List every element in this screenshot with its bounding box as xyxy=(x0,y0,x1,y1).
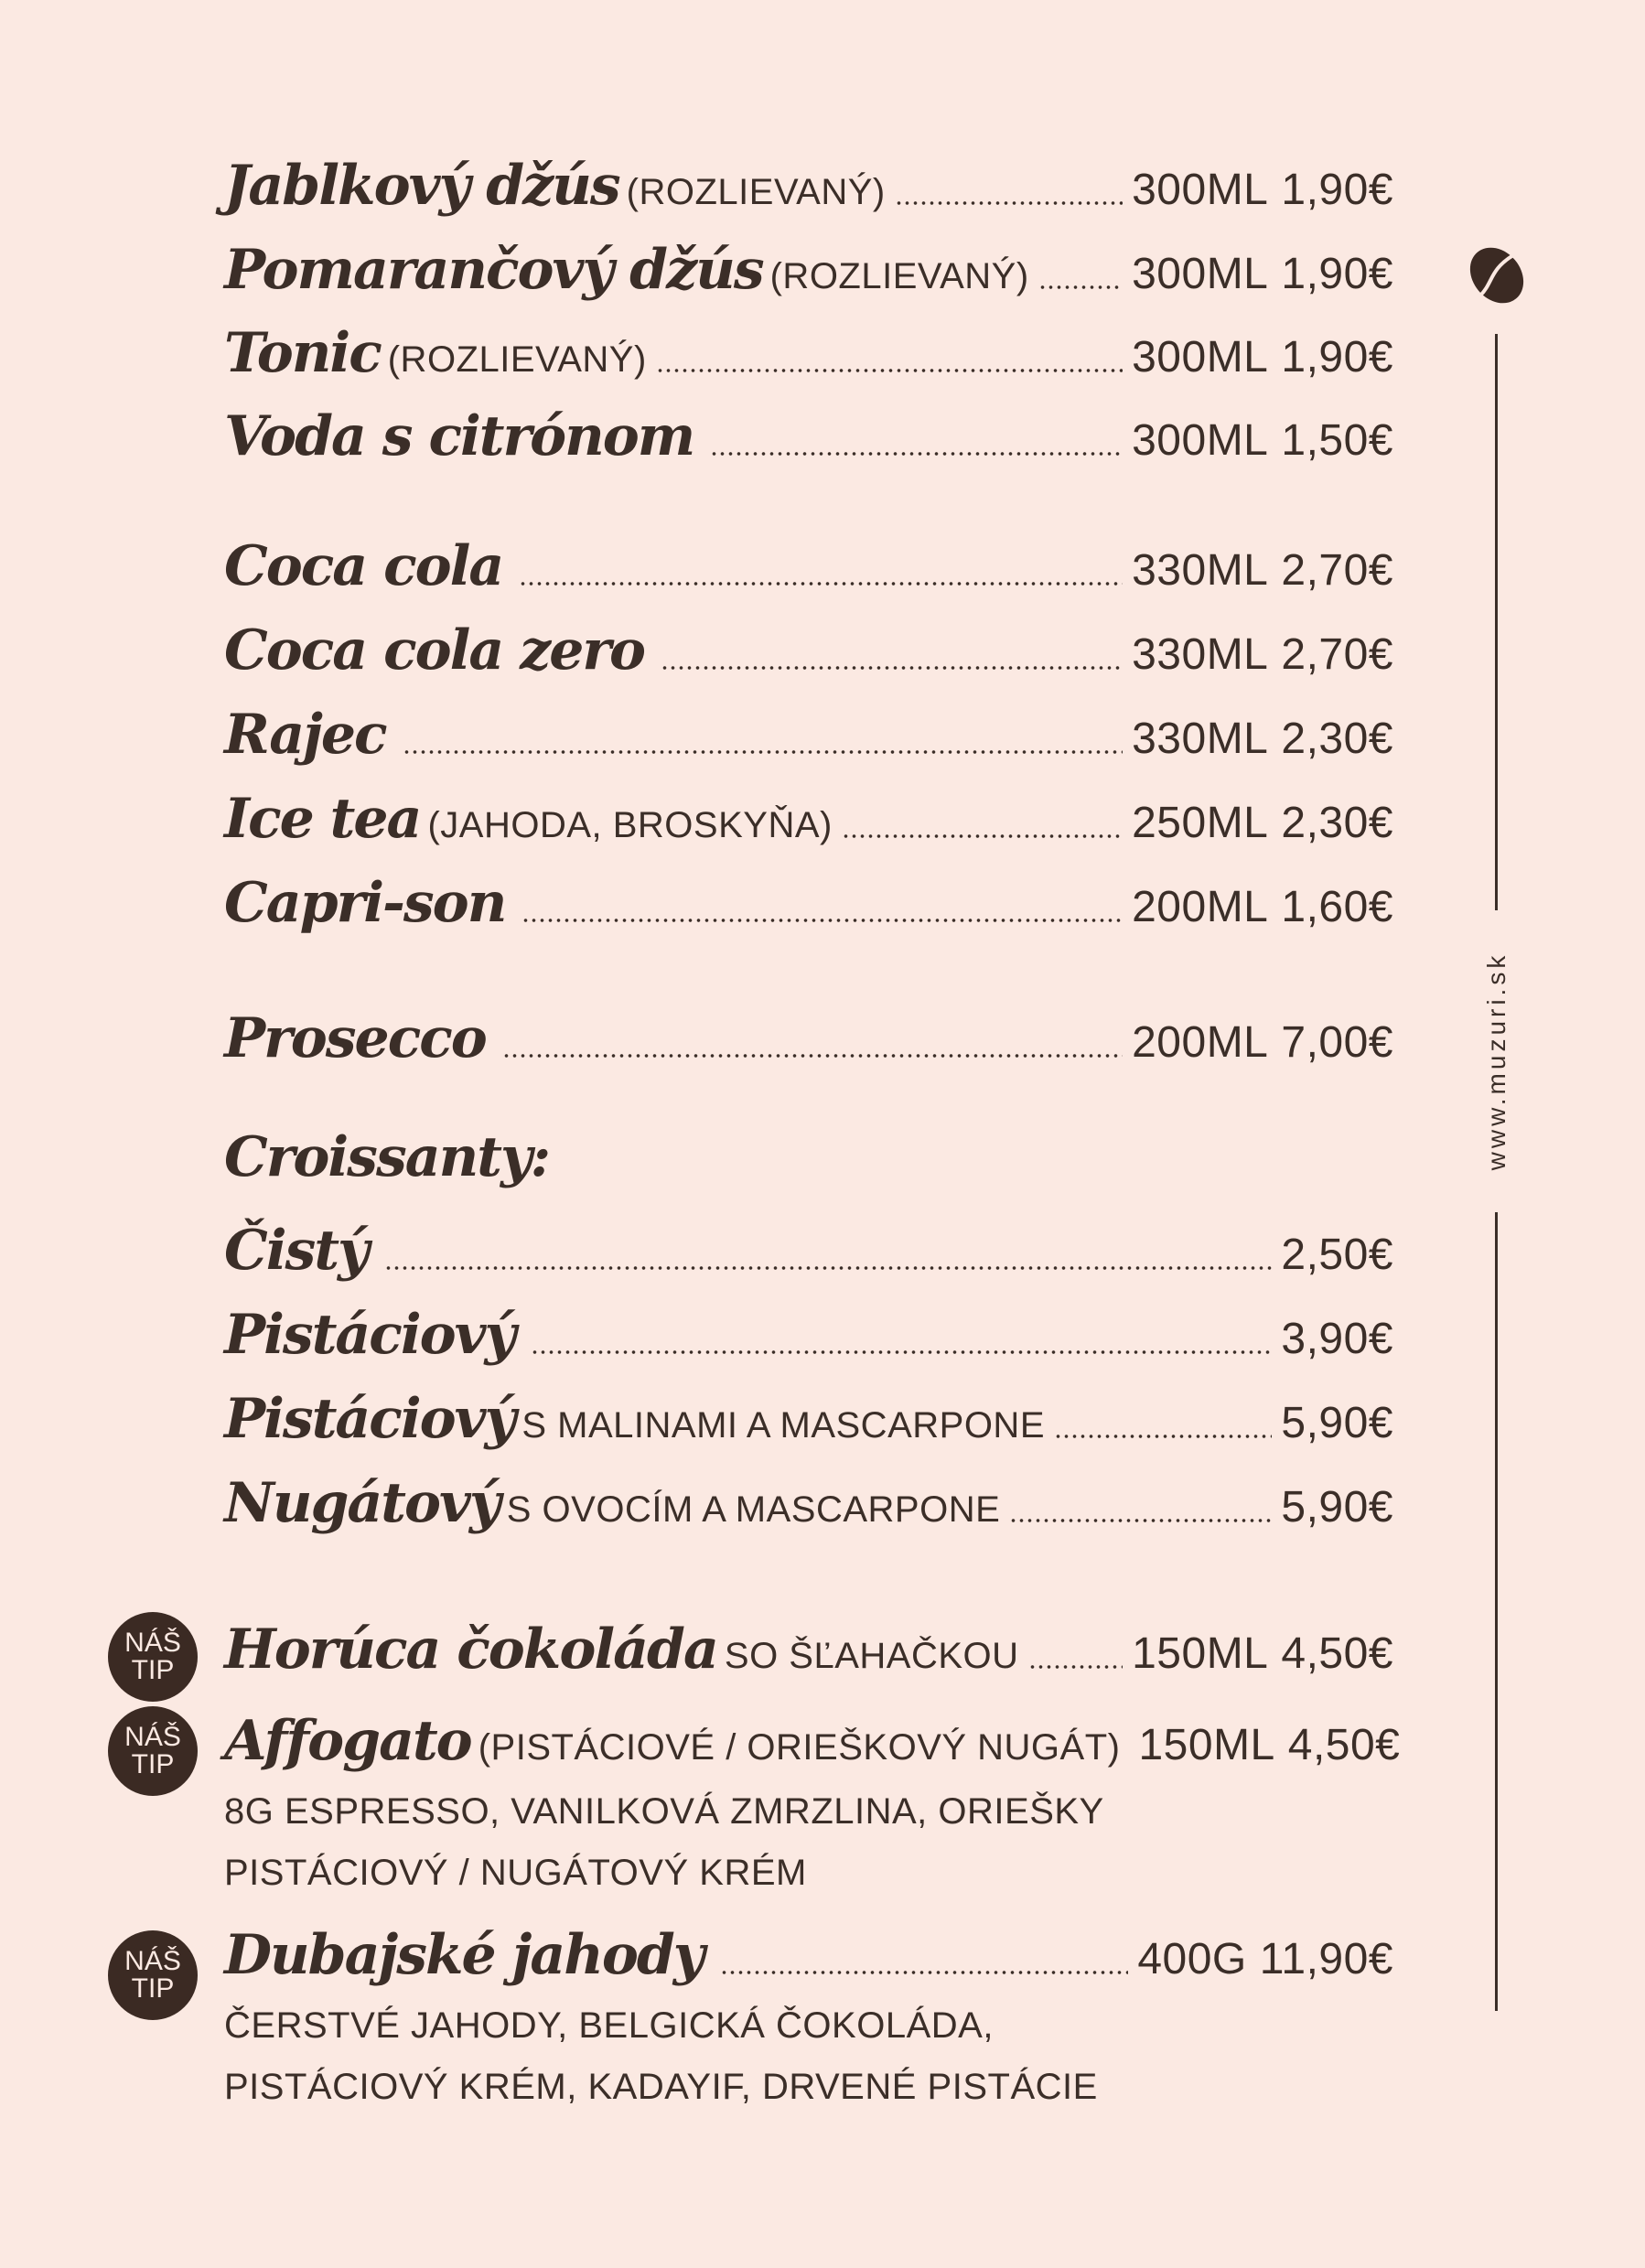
item-volume: 330ML xyxy=(1132,546,1269,595)
badge-line: NÁŠ xyxy=(124,1946,181,1976)
section-heading: Croissanty: xyxy=(224,1125,549,1189)
item-volume: 300ML xyxy=(1132,250,1269,298)
item-price: 1,90€ xyxy=(1281,250,1393,298)
menu-item xyxy=(224,1709,1401,1773)
tip-badge xyxy=(108,1930,198,2020)
dot-leader xyxy=(1038,285,1123,289)
badge-line: TIP xyxy=(131,1973,175,2004)
item-volume: 300ML xyxy=(1132,333,1269,382)
item-description: ČERSTVÉ JAHODY, BELGICKÁ ČOKOLÁDA, xyxy=(224,2005,994,2046)
item-note: SO ŠĽAHAČKOU xyxy=(724,1636,1019,1676)
dot-leader xyxy=(521,919,1123,922)
item-description: PISTÁCIOVÝ KRÉM, KADAYIF, DRVENÉ PISTÁCIE xyxy=(224,2067,1098,2107)
dot-leader xyxy=(384,1266,1272,1270)
menu-item xyxy=(224,321,1393,385)
item-volume: 400G xyxy=(1137,1935,1247,1983)
menu-item xyxy=(224,534,1393,598)
coffee-bean-icon xyxy=(1466,242,1528,308)
item-price: 5,90€ xyxy=(1281,1483,1393,1532)
item-name: Capri-son xyxy=(224,871,506,935)
item-name: Coca cola xyxy=(224,534,503,598)
item-volume: 150ML xyxy=(1132,1629,1269,1678)
tip-badge xyxy=(108,1612,198,1702)
item-note: (ROZLIEVANÝ) xyxy=(387,339,647,380)
divider-line xyxy=(1495,1212,1498,2011)
item-name: Pistáciový xyxy=(224,1303,515,1367)
item-name: Tonic xyxy=(224,321,381,385)
item-name: Voda s citrónom xyxy=(224,404,694,468)
item-note: (JAHODA, BROSKYŇA) xyxy=(427,805,833,845)
dot-leader xyxy=(1028,1665,1124,1669)
dot-leader xyxy=(720,1971,1129,1974)
item-price: 1,50€ xyxy=(1281,416,1393,465)
item-name: Prosecco xyxy=(224,1006,486,1070)
item-price: 1,60€ xyxy=(1281,883,1393,931)
badge-line: NÁŠ xyxy=(124,1722,181,1752)
item-price: 1,90€ xyxy=(1281,333,1393,382)
item-name: Rajec xyxy=(224,703,386,767)
menu-item xyxy=(224,1303,1393,1367)
item-price: 4,50€ xyxy=(1281,1629,1393,1678)
menu-item xyxy=(224,1219,1393,1283)
menu-item xyxy=(224,1387,1393,1451)
dot-leader xyxy=(656,369,1123,372)
item-price: 4,50€ xyxy=(1287,1721,1401,1769)
item-price: 7,00€ xyxy=(1281,1018,1393,1067)
item-price: 3,90€ xyxy=(1281,1315,1393,1363)
item-note: (PISTÁCIOVÉ / ORIEŠKOVÝ NUGÁT) xyxy=(478,1727,1121,1768)
dot-leader xyxy=(502,1054,1123,1058)
item-price: 2,30€ xyxy=(1281,799,1393,847)
item-note: (ROZLIEVANÝ) xyxy=(626,172,886,212)
item-note: S OVOCÍM A MASCARPONE xyxy=(506,1489,1001,1530)
item-price: 2,70€ xyxy=(1281,630,1393,679)
dot-leader xyxy=(1009,1519,1272,1522)
item-description: 8G ESPRESSO, VANILKOVÁ ZMRZLINA, ORIEŠKY xyxy=(224,1791,1104,1832)
dot-leader xyxy=(519,582,1123,586)
dot-leader xyxy=(661,666,1123,670)
item-description: PISTÁCIOVÝ / NUGÁTOVÝ KRÉM xyxy=(224,1853,807,1893)
item-price: 2,50€ xyxy=(1281,1231,1393,1279)
item-price: 11,90€ xyxy=(1259,1935,1393,1983)
tip-badge xyxy=(108,1706,198,1796)
dot-leader xyxy=(531,1350,1272,1354)
menu-item xyxy=(224,1471,1393,1535)
item-volume: 200ML xyxy=(1132,883,1269,931)
menu-item xyxy=(224,404,1393,468)
dot-leader xyxy=(895,201,1123,205)
badge-line: TIP xyxy=(131,1655,175,1685)
item-note: S MALINAMI A MASCARPONE xyxy=(521,1405,1045,1446)
menu-item xyxy=(224,1006,1393,1070)
divider-line xyxy=(1495,334,1498,910)
item-name: Jablkový džús xyxy=(224,154,619,218)
badge-line: NÁŠ xyxy=(124,1628,181,1658)
item-name: Affogato xyxy=(224,1709,471,1773)
item-price: 2,70€ xyxy=(1281,546,1393,595)
item-volume: 300ML xyxy=(1132,416,1269,465)
website-label: www.muzuri.sk xyxy=(1482,951,1511,1171)
item-note: (ROZLIEVANÝ) xyxy=(769,256,1029,296)
item-volume: 330ML xyxy=(1132,715,1269,763)
item-volume: 330ML xyxy=(1132,630,1269,679)
item-name: Horúca čokoláda xyxy=(224,1618,717,1682)
item-price: 1,90€ xyxy=(1281,166,1393,214)
menu-item xyxy=(224,787,1393,851)
menu-item xyxy=(224,618,1393,683)
menu-item xyxy=(224,1618,1393,1682)
item-volume: 200ML xyxy=(1132,1018,1269,1067)
item-volume: 150ML xyxy=(1138,1721,1275,1769)
menu-item xyxy=(224,238,1393,302)
dot-leader xyxy=(710,452,1123,456)
item-name: Čistý xyxy=(224,1219,368,1283)
item-name: Pistáciový xyxy=(224,1387,515,1451)
menu-item xyxy=(224,703,1393,767)
item-name: Ice tea xyxy=(224,787,421,851)
menu-item xyxy=(224,1923,1393,1987)
item-volume: 250ML xyxy=(1132,799,1269,847)
item-name: Dubajské jahody xyxy=(224,1923,704,1987)
item-price: 5,90€ xyxy=(1281,1399,1393,1447)
item-name: Pomarančový džús xyxy=(224,238,763,302)
dot-leader xyxy=(403,750,1124,754)
item-name: Coca cola zero xyxy=(224,618,645,683)
dot-leader xyxy=(1054,1435,1272,1438)
item-name: Nugátový xyxy=(224,1471,500,1535)
menu-item xyxy=(224,154,1393,218)
item-price: 2,30€ xyxy=(1281,715,1393,763)
menu-item xyxy=(224,871,1393,935)
item-volume: 300ML xyxy=(1132,166,1269,214)
badge-line: TIP xyxy=(131,1749,175,1779)
dot-leader xyxy=(842,834,1123,838)
